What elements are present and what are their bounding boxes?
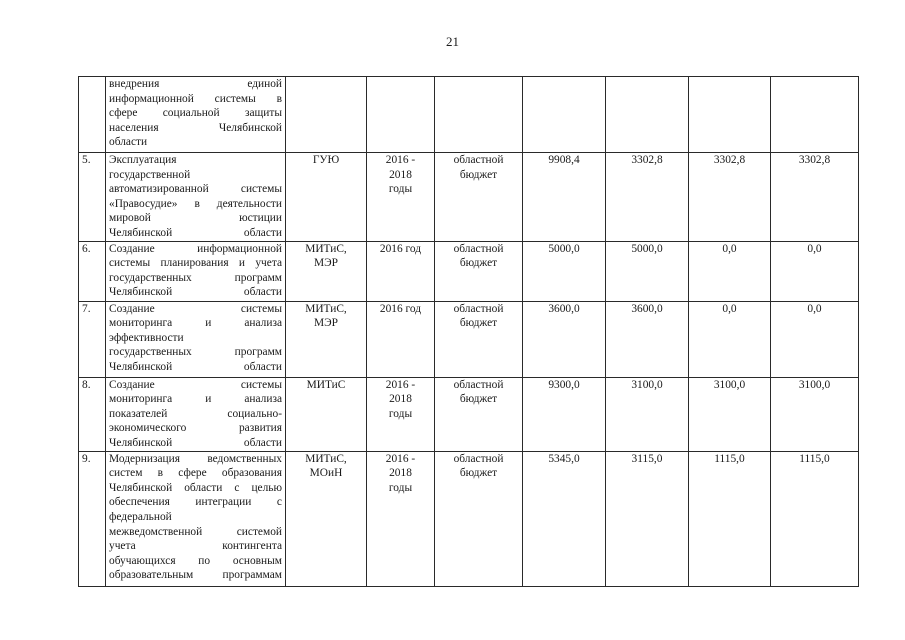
cell-value: 5000,0 [548,242,580,255]
cell-text-line: Челябинской области с целью [109,481,282,494]
cell-text-line: населения Челябинской [109,121,282,134]
cell-text-line: обеспечения интеграции с [109,496,282,509]
cell-value: 5000,0 [631,242,663,255]
cell-text-line: бюджет [459,257,498,270]
funding-source-cell [435,301,523,377]
cell-value: 8. [82,378,91,391]
cell-value: 3100,0 [798,378,831,391]
table-row [79,377,859,451]
table-row [79,241,859,301]
cell-value: 3115,0 [631,452,663,465]
funding-source-cell [435,241,523,301]
amount-2017-cell [689,451,771,586]
cell-text-line: системы планирования и учета [109,257,282,270]
cell-text-line: 2018 [389,467,412,480]
cell-text-line: 2016 - [385,378,416,391]
cell-text-line: МЭР [314,257,338,270]
cell-value: 0,0 [722,302,737,315]
cell-value: 9300,0 [548,378,580,391]
cell-text-line: Создание системы [109,302,282,315]
cell-text-line: Эксплуатация [109,154,177,166]
period-cell [367,377,435,451]
cell-text-line: автоматизированной системы [109,183,282,196]
total-amount-cell [523,153,606,242]
executor-cell [286,377,367,451]
table-row [79,301,859,377]
executor-cell [286,451,367,586]
cell-text-line: области [109,136,148,149]
amount-2018-cell [771,377,859,451]
cell-value: 3600,0 [631,302,663,315]
cell-text-line: мировой юстиции [109,212,282,225]
amount-2017-cell [689,77,771,153]
activity-name-cell [106,301,286,377]
row-number-cell [79,77,106,153]
cell-value: 0,0 [807,302,822,315]
cell-value: 3302,8 [631,154,663,166]
funding-source-cell [435,451,523,586]
cell-value: 1115,0 [714,452,745,465]
cell-text-line: МИТиС, [305,242,347,255]
cell-text-line: областной [453,378,504,391]
amount-2018-cell [771,301,859,377]
cell-text-line: Модернизация ведомственных [109,452,282,465]
total-amount-cell [523,241,606,301]
cell-text-line: МИТиС [306,378,346,391]
cell-text-line: учета контингента [109,540,282,553]
cell-value: 3100,0 [631,378,663,391]
cell-text-line: государственных программ [109,271,282,284]
page-number: 21 [446,34,459,49]
cell-text-line: годы [388,481,413,494]
row-number-cell [79,301,106,377]
cell-text-line: 2018 [389,168,412,181]
cell-text-line: областной [453,242,504,255]
funding-source-cell [435,153,523,242]
amount-2016-cell [606,377,689,451]
cell-value: 3302,8 [713,154,746,166]
cell-text-line: МОиН [309,467,343,480]
cell-text-line: ГУЮ [312,154,340,166]
cell-text-line: показателей социально- [109,407,282,420]
activity-name-cell [106,241,286,301]
cell-text-line: бюджет [459,168,498,181]
amount-2016-cell [606,153,689,242]
executor-cell [286,241,367,301]
cell-text-line: сфере социальной защиты [109,107,282,120]
activity-name-cell [106,153,286,242]
cell-value: 7. [82,302,91,315]
funding-source-cell [435,377,523,451]
amount-2016-cell [606,301,689,377]
cell-value: 9908,4 [548,154,580,166]
cell-text-line: областной [453,452,504,465]
cell-text-line: Челябинской области [109,360,282,373]
executor-cell [286,153,367,242]
cell-text-line: бюджет [459,317,498,330]
cell-text-line: образовательным программам [109,569,282,582]
cell-text-line: бюджет [459,467,498,480]
executor-cell [286,77,367,153]
activity-name-cell [106,377,286,451]
row-number-cell [79,241,106,301]
cell-text-line: областной [453,302,504,315]
cell-text-line: Создание информационной [109,242,282,255]
cell-value: 1115,0 [799,452,830,465]
table-row [79,153,859,242]
cell-text-line: внедрения единой [109,78,282,90]
table-body [79,77,859,587]
row-number-cell [79,451,106,586]
amount-2017-cell [689,153,771,242]
amount-2017-cell [689,301,771,377]
cell-text-line: мониторинга и анализа [109,317,282,330]
cell-text-line: мониторинга и анализа [109,393,282,406]
cell-text-line: 2018 [389,393,412,406]
activity-name-cell [106,77,286,153]
amount-2018-cell [771,77,859,153]
amount-2017-cell [689,241,771,301]
cell-text-line: 2016 год [379,302,422,315]
period-cell [367,153,435,242]
period-cell [367,77,435,153]
cell-text-line: межведомственной системой [109,525,282,538]
cell-text-line: МИТиС, [305,302,347,315]
cell-text-line: Челябинской области [109,286,282,299]
total-amount-cell [523,77,606,153]
period-cell [367,451,435,586]
cell-value: 3100,0 [713,378,746,391]
table-row [79,77,859,153]
cell-value: 3600,0 [548,302,580,315]
amount-2017-cell [689,377,771,451]
cell-text-line: систем в сфере образования [109,467,282,480]
cell-text-line: федеральной [109,510,172,523]
cell-value: 0,0 [722,242,737,255]
cell-value: 0,0 [807,242,822,255]
row-number-cell [79,377,106,451]
cell-text-line: бюджет [459,393,498,406]
cell-text-line: информационной системы в [109,92,282,105]
budget-table [78,76,859,587]
table-row [79,451,859,586]
cell-text-line: 2016 - [385,452,416,465]
period-cell [367,241,435,301]
cell-text-line: областной [453,154,504,166]
cell-value: 6. [82,242,91,255]
cell-value: 3302,8 [798,154,831,166]
cell-text-line: государственных программ [109,346,282,359]
cell-text-line: 2016 год [379,242,422,255]
executor-cell [286,301,367,377]
cell-text-line: 2016 - [385,154,416,166]
amount-2018-cell [771,153,859,242]
amount-2018-cell [771,241,859,301]
cell-text-line: Челябинской области [109,436,282,449]
cell-value: 5. [82,154,91,166]
cell-text-line: экономического развития [109,422,282,435]
cell-value: 9. [82,452,91,465]
amount-2018-cell [771,451,859,586]
cell-text-line: годы [388,407,413,420]
period-cell [367,301,435,377]
cell-text-line: государственной [109,168,191,181]
total-amount-cell [523,301,606,377]
funding-source-cell [435,77,523,153]
cell-value: 5345,0 [548,452,580,465]
total-amount-cell [523,451,606,586]
amount-2016-cell [606,77,689,153]
cell-text-line: МЭР [314,317,338,330]
cell-text-line: годы [388,183,413,196]
amount-2016-cell [606,451,689,586]
cell-text-line: Создание системы [109,378,282,391]
cell-text-line: Челябинской области [109,226,282,239]
row-number-cell [79,153,106,242]
cell-text-line: МИТиС, [305,452,347,465]
total-amount-cell [523,377,606,451]
cell-text-line: эффективности [109,331,184,344]
cell-text-line: обучающихся по основным [109,554,282,567]
amount-2016-cell [606,241,689,301]
activity-name-cell [106,451,286,586]
cell-text-line: «Правосудие» в деятельности [109,197,282,210]
